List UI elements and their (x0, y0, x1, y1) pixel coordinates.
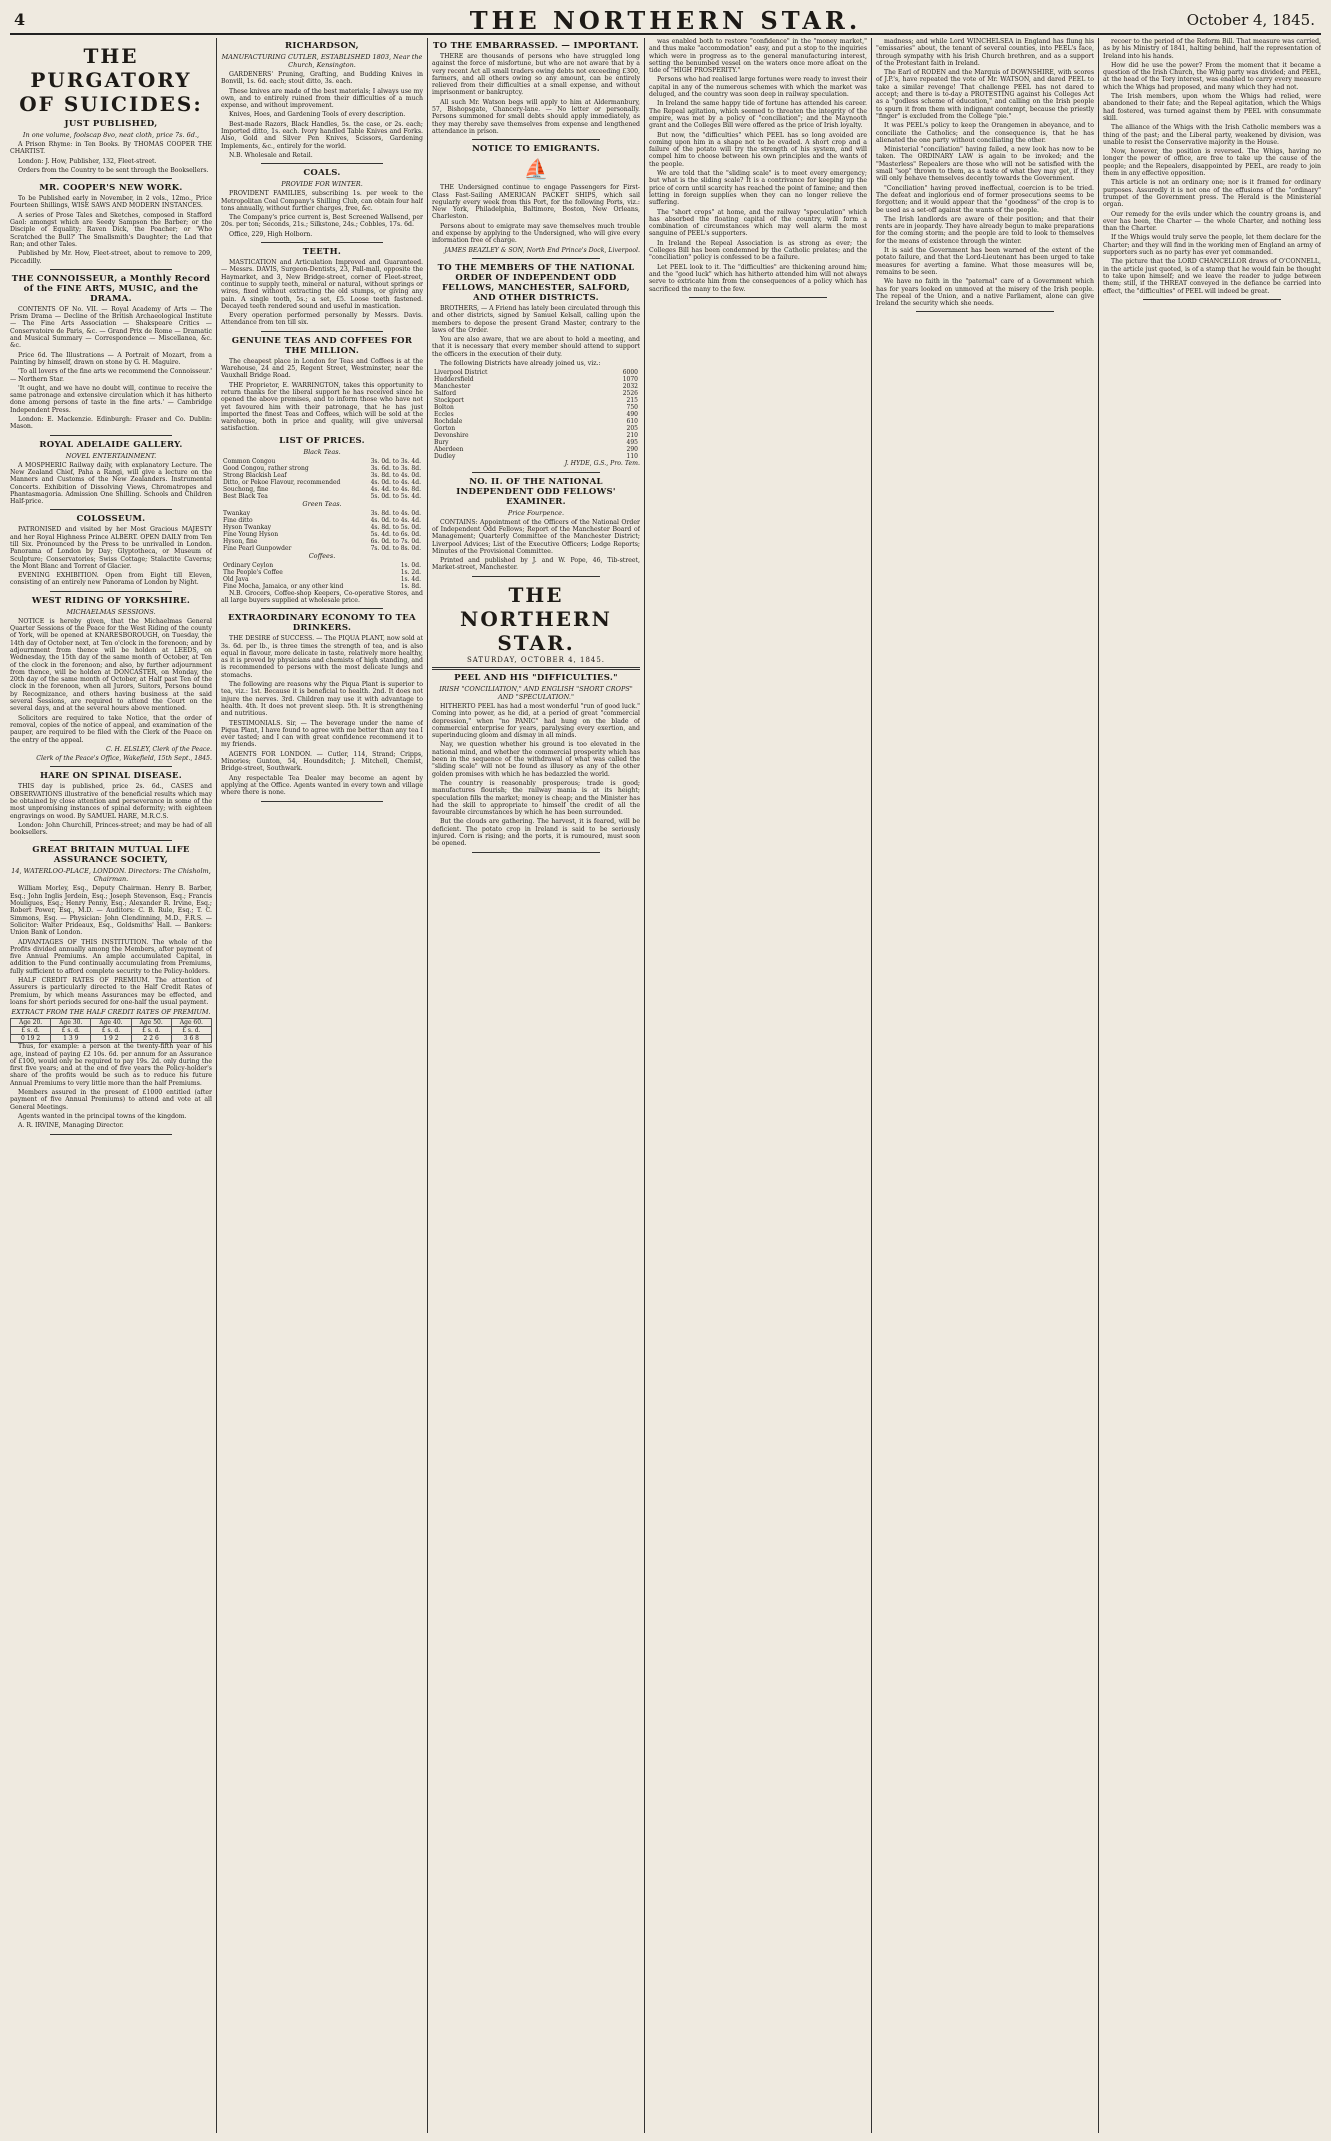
article-heading: HARE ON SPINAL DISEASE. (39, 771, 183, 782)
price-item: Stockport (434, 397, 464, 405)
rate-cell: Age 30. (51, 1019, 91, 1027)
signature-address: Clerk of the Peace's Office, Wakefield, 15th Sept., 1845. (36, 755, 212, 763)
price-item: The People's Coffee (223, 568, 283, 576)
article-subheading: Price Fourpence. (507, 508, 565, 517)
section-rule (261, 163, 383, 164)
signature: C. H. ELSLEY, Clerk of the Peace. (106, 745, 212, 753)
page-number: 4 (14, 10, 26, 29)
price-item: Fine Pearl Gunpowder (223, 544, 292, 552)
paragraph: But now, the "difficulties" which PEEL has so long avoided are coming upon him in a shape not to be evaded. A short crop and a failure of the potato will try the strength of his system, and will compel him to choose between his own principles and the wants of the people. (649, 131, 867, 168)
price-value: 7s. 0d. to 8s. 0d. (370, 544, 421, 552)
paragraph: The alliance of the Whigs with the Irish Catholic members was a thing of the past; and the Liberal party, weakened by division, was unable to resist the Conservative majority in the House. (1103, 124, 1321, 146)
price-value: 4s. 0d. to 4s. 4d. (370, 516, 421, 524)
price-item: Dudley (434, 453, 456, 461)
price-value: 110 (626, 453, 638, 461)
article-block (432, 583, 640, 848)
article-heading: COALS. (303, 168, 341, 179)
paragraph: THE Proprietor, E. WARRINGTON, takes this opportunity to return thanks for the liberal support he has received since he opened the above premises, and to inform those who have not yet favoured him with their patronage, that he has just imported the finest Teas and Coffees, which will be sold at the warehouse, both in price and quality, will give universal satisfaction. (221, 381, 423, 433)
rate-table (10, 1018, 212, 1043)
paragraph: THE DESIRE of SUCCESS. — The PIQUA PLANT, now sold at 3s. 6d. per lb., is three times the strength of tea, and is also equal in flavour, more delicate in taste, relatively more healthy, as it is proved by physicians and chemists of high standing, and is recommended to persons with the most delicate lungs and stomachs. (221, 635, 423, 679)
price-row (432, 383, 640, 390)
price-row (221, 531, 423, 538)
price-item: Ordinary Ceylon (223, 561, 274, 569)
paragraph: If the Whigs would truly serve the people, let them declare for the Charter; and they will find in the working men of England an army of supporters such as no party has ever yet commanded. (1103, 234, 1321, 257)
price-item: Twankay (223, 509, 250, 517)
price-value: 210 (626, 432, 638, 440)
section-rule (50, 766, 172, 767)
paragraph: Let PEEL look to it. The "difficulties" are thickening around him; and the "good luck" which has hitherto attended him will not always serve to extricate him from the consequences of a policy which has sacrificed the many to the few. (649, 263, 867, 293)
article-block (10, 440, 212, 506)
paragraph: GARDENERS' Pruning, Grafting, and Budding Knives in Bonvill, 1s. 6d. each; stout ditto, 3s. each. (221, 71, 423, 86)
editorial-dateline: SATURDAY, OCTOBER 4, 1845. (466, 655, 606, 664)
rate-cell: £ s. d. (51, 1027, 91, 1035)
article-block (876, 38, 1094, 307)
paragraph: How did he use the power? From the moment that it became a question of the Irish Church, the Whig party was divided; and PEEL, at the head of the Tory interest, was enabled to carry every measure which the Whigs had proposed, and many which they had not. (1103, 61, 1321, 91)
price-row (432, 453, 640, 460)
price-value: 205 (626, 425, 638, 433)
price-item: Manchester (434, 383, 471, 391)
rate-table-heading: EXTRACT FROM THE HALF CREDIT RATES OF PREMIUM. (11, 1008, 211, 1017)
price-row (432, 397, 640, 404)
article-subheading: 14, WATERLOO-PLACE, LONDON. Directors: The Chisholm, Chairman. (11, 867, 211, 884)
article-heading: EXTRAORDINARY ECONOMY TO TEA DRINKERS. (228, 613, 416, 634)
paragraph: Knives, Hoes, and Gardening Tools of every description. (229, 111, 406, 119)
paragraph: Best-made Razors, Black Handles, 5s. the case, or 2s. each; Imported ditto, 1s. each. Ivory handled Table Knives and Forks. Also, Gold and Silver Pen Knives, Scissors, Gardening Implements, &c., entirely for the world. (221, 120, 423, 150)
rate-cell: £ s. d. (91, 1027, 131, 1035)
price-value: 1s. 0d. (400, 561, 421, 569)
paragraph: The cheapest place in London for Teas and Coffees is at the Warehouse, 24 and 25, Regent Street, Westminster, near the Vauxhall Bridge Road. (221, 357, 423, 380)
price-row (221, 517, 423, 524)
price-value: 4s. 8d. to 5s. 0d. (370, 523, 421, 531)
paragraph: A MOSPHERIC Railway daily, with explanatory Lecture. The New Zealand Chief, Paha a Rangi, will give a lecture on the Manners and Customs of the New Zealanders. Instrumental Concerts. Exhibition of Dissolving Views, Chromatropes and Phantasmagoria. Admission One Shilling. Schools and Children Half-price. (10, 461, 212, 506)
paragraph: 'To all lovers of the fine arts we recommend the Connoisseur.' — Northern Star. (10, 368, 212, 383)
price-value: 3s. 6d. to 3s. 8d. (370, 464, 421, 472)
paragraph: MASTICATION and Articulation Improved and Guaranteed. — Messrs. DAVIS, Surgeon-Dentists, 23, Pall-mall, opposite the Haymarket, and 3, New Bridge-street, corner of Fleet-street, continue to supply teeth, mineral or natural, without springs or wires, fixed without extracting the old stumps, or giving any pain. A single tooth, 5s.; a set, £5. Loose teeth fastened. Decayed teeth rendered sound and useful in mastication. (221, 259, 423, 310)
paragraph: recoer to the period of the Reform Bill. That measure was carried, as by his Ministry of 1841, halting behind, half the representation of Ireland into his hands. (1103, 38, 1321, 60)
price-item: Strong Blackish Leaf (223, 471, 287, 479)
article-block (221, 41, 423, 159)
newspaper-title: THE NORTHERN STAR. (469, 6, 862, 35)
paragraph: A. R. IRVINE, Managing Director. (18, 1122, 124, 1130)
price-item: Fine Young Hyson (223, 530, 279, 538)
ship-icon: ⛵ (523, 157, 549, 182)
section-rule (689, 297, 827, 298)
paragraph: was enabled both to restore "confidence" in the "money market," and thus make "accommodation" easy, and put a stop to the inquiries which were in progress as to the general manufacturing interest, setting the benumbed vessel on the waters once more afloat on the tide of "HIGH PROSPERITY." (649, 38, 867, 75)
article-heading: THE CONNOISSEUR, a Monthly Record of the FINE ARTS, MUSIC, and the DRAMA. (11, 273, 211, 304)
paragraph: HALF CREDIT RATES OF PREMIUM. The attention of Assurers is particularly directed to the Half Credit Rates of Premium, by which means Assurances may be effected, and loans for short periods secured for one-half the usual payment. (10, 977, 212, 1006)
paragraph: PATRONISED and visited by her Most Gracious MAJESTY and her Royal Highness Prince ALBERT. OPEN DAILY from Ten till Six. Pronounced by the Press to be unrivalled in London. Panorama of London by Day; Glyptotheca, or Museum of Sculpture; Conservatories; Swiss Cottage; Stalactite Caverns; the Mont Blanc and Torrent of Glacier. (10, 526, 212, 570)
price-item: Huddersfield (434, 376, 474, 384)
price-row (221, 583, 423, 590)
paragraph: Persons about to emigrate may save themselves much trouble and expense by applying to the Undersigned, who will give every information free of charge. (432, 222, 640, 245)
section-rule (261, 242, 383, 243)
price-value: 750 (626, 404, 638, 412)
price-row (221, 510, 423, 517)
article-block (432, 144, 640, 254)
section-rule (50, 840, 172, 841)
price-value: 290 (626, 446, 638, 454)
paragraph: Solicitors are required to take Notice, that the order of removal, copies of the notice of appeal, and examination of the pauper, are required to be filed with the Clerk of the Peace on the entry of the appeal. (10, 714, 212, 744)
price-row (221, 576, 423, 583)
section-rule (472, 472, 600, 473)
rate-cell: 3 6 8 (171, 1035, 211, 1043)
price-row (221, 545, 423, 552)
section-rule (261, 331, 383, 332)
article-block (10, 771, 212, 836)
price-item: Hyson Twankay (223, 523, 272, 531)
article-heading: RICHARDSON, (285, 41, 359, 51)
article-heading: NOTICE TO EMIGRANTS. (471, 144, 601, 155)
paragraph: Price 6d. The Illustrations — A Portrait of Mozart, from a Painting by himself, drawn on stone by G. H. Maguire. (10, 351, 212, 366)
article-block (221, 168, 423, 238)
paragraph: THIS day is published, price 2s. 6d., CASES and OBSERVATIONS illustrative of the beneficial results which may be obtained by close attention and perseverance in some of the most unpromising instances of spinal deformity; with eighteen engravings on wood. By SAMUEL HARE, M.R.C.S. (10, 783, 212, 820)
price-value: 1070 (622, 376, 638, 384)
paragraph: Members assured in the present of £1000 entitled (after payment of five Annual Premiums) to attend and vote at all General Meetings. (10, 1089, 212, 1111)
editorial-masthead: THE PURGATORY OF SUICIDES: (19, 44, 203, 116)
paragraph: In Ireland the Repeal Association is as strong as ever; the Colleges Bill has been condemned by the Catholic prelates; and the "conciliation" policy is confessed to be a failure. (649, 239, 867, 262)
paragraph: PROVIDENT FAMILIES, subscribing 1s. per week to the Metropolitan Coal Company's Shilling Club, can obtain four half tons annually, without further charges, free, &c. (221, 190, 423, 212)
paragraph: Now, however, the position is reversed. The Whigs, having no longer the power of office, are free to take up the cause of the people; and the Repealers, disappointed by PEEL, are ready to join them in any effective opposition. (1103, 148, 1321, 178)
column-6 (1103, 38, 1321, 2133)
section-rule (261, 608, 383, 609)
column-rule (1098, 38, 1099, 2133)
paragraph: You are also aware, that we are about to hold a meeting, and that it is necessary that every member should attend to support the officers in the execution of their duty. (432, 336, 640, 358)
article-heading: TO THE MEMBERS OF THE NATIONAL ORDER OF INDEPENDENT ODD FELLOWS, MANCHESTER, SALFORD, AND OTHER DISTRICTS. (437, 262, 635, 303)
price-table (432, 369, 640, 460)
paragraph: The "short crops" at home, and the railway "speculation" which has absorbed the floating capital of the country, will form a combination of circumstances which may well alarm the most sanguine of PEEL's supporters. (649, 208, 867, 238)
price-list-heading: LIST OF PRICES. (279, 435, 365, 446)
paragraph: The following are reasons why the Piqua Plant is superior to tea, viz.: 1st. Because it is beneficial to health. 2nd. It does not injure the nerves. 3rd. Children may use it with advantage to health. 4th. It does not prevent sleep. 5th. It is strengthening and nutritious. (221, 681, 423, 718)
paragraph: The Irish members, upon whom the Whigs had relied, were abandoned to their fate; and the Repeal agitation, which the Whigs had fostered, was turned against them by PEEL with consummate skill. (1103, 93, 1321, 122)
paragraph: All such Mr. Watson begs will apply to him at Aldermanbury, 57, Bishopsgate, Chancery-lane. — No letter or personally. Persons summoned for small debts should apply immediately, as they may thereby save themselves from expense and lengthened attendance in prison. (432, 98, 640, 135)
paragraph: CONTAINS: Appointment of the Officers of the National Order of Independent Odd Fellows; Report of the Manchester Board of Management; Quarterly Committee of the Manchester District; Liverpool Advices; List of the Executive Officers; Lodge Reports; Minutes of the Provisional Committee. (432, 518, 640, 555)
article-heading: GREAT BRITAIN MUTUAL LIFE ASSURANCE SOCIETY, (32, 845, 190, 866)
rate-cell: 1 3 9 (51, 1035, 91, 1043)
paragraph: London: E. Mackenzie. Edinburgh: Fraser and Co. Dublin: Mason. (10, 416, 212, 431)
article-block (432, 41, 640, 135)
paragraph: These knives are made of the best materials; I always use my own, and to entirely ruined from their difficulties of a much expense, and without improvement. (221, 87, 423, 110)
paragraph: The following Districts have already joined us, viz.: (440, 360, 601, 368)
paragraph: N.B. Grocers, Coffee-shop Keepers, Co-operative Stores, and all large buyers supplied at wholesale price. (221, 589, 423, 604)
paragraph: Every operation performed personally by Messrs. Davis. Attendance from ten till six. (221, 312, 423, 327)
paragraph: Orders from the Country to be sent through the Booksellers. (18, 166, 209, 174)
rate-cell: Age 60. (171, 1019, 211, 1027)
price-row (221, 486, 423, 493)
price-value: 4s. 0d. to 4s. 4d. (370, 478, 421, 486)
paragraph: Agents wanted in the principal towns of the kingdom. (18, 1112, 187, 1120)
price-row (221, 538, 423, 545)
price-value: 610 (626, 418, 638, 426)
paragraph: Persons who had realised large fortunes were ready to invest their capital in any of the numerous schemes with which the market was deluged, and the country was soon deep in railway speculation. (649, 76, 867, 99)
paragraph: Ministerial "conciliation" having failed, a new look has now to be taken. The ORDINARY LAW is again to be invoked; and the "Masterless" Repealers are those who will not be satisfied with the small "sop" thrown to them, as a taste of what they may get, if they will only behave themselves decently towards the Government. (876, 146, 1094, 183)
price-item: Common Congou (223, 457, 276, 465)
masthead-rule (10, 33, 1321, 35)
price-row (432, 369, 640, 376)
signature: J. HYDE, G.S., Pro. Tem. (564, 460, 640, 468)
rate-cell: Age 20. (11, 1019, 51, 1027)
price-value: 2526 (622, 390, 638, 398)
section-rule (472, 258, 600, 259)
price-item: Ditto, or Pekoe Flavour, recommended (223, 478, 341, 486)
price-item: Best Black Tea (223, 492, 268, 500)
article-block (649, 38, 867, 293)
price-item: Hyson, fine (223, 537, 258, 545)
price-value: 490 (626, 411, 638, 419)
rate-cell: 0 19 2 (11, 1035, 51, 1043)
price-value: 5s. 0d. to 5s. 4d. (370, 492, 421, 500)
price-item: Gorton (434, 425, 456, 433)
section-rule (50, 509, 172, 510)
price-item: Fine ditto (223, 516, 253, 524)
price-table (221, 510, 423, 552)
column-rule (871, 38, 872, 2133)
rate-cell: £ s. d. (131, 1027, 171, 1035)
double-rule (432, 667, 640, 670)
paragraph: William Morley, Esq., Deputy Chairman. Henry B. Barber, Esq.; John Inglis Jerdein, Esq.; Joseph Stevenson, Esq.; Francis Mouligues, Esq.; Henry Penny, Esq.; Alexander R. Irvine, Esq.; Robert Power, Esq., M.D. — Auditors: C. B. Rule, Esq.; T. C. Simmons, Esq. — Physician: John Clendinning, M.D., F.R.S. — Solicitor: Walter Prideaux, Esq., Goldsmiths' Hall. — Bankers: Union Bank of London. (10, 885, 212, 937)
price-value: 1s. 2d. (400, 568, 421, 576)
paragraph: THERE are thousands of persons who have struggled long against the force of misfortune, but who are not aware that by a very recent Act all small traders owing debts not exceeding £300, farmers, and all others owing so any amount, can be entirely relieved from their difficulties at a small expense, and without imprisonment or bankruptcy. (432, 53, 640, 97)
paragraph: Thus, for example: a person at the twenty-fifth year of his age, instead of paying £2 10s. 6d. per annum for an Assurance of £100, would only be required to pay 19s. 2d. only during the first five years; and at the end of five years the Policy-holder's share of the profits would be such as to reduce his future Annual Premiums to very little more than the half Premiums. (10, 1043, 212, 1087)
paragraph: Nay, we question whether his ground is too elevated in the national mind, and whether the commercial prosperity which has been in the sequence of the withdrawal of what was called the "sliding scale" will not be found as illusory as any of the other golden promises with which he has bedazzled the world. (432, 741, 640, 778)
article-subheading: In one volume, foolscap 8vo, neat cloth, price 7s. 6d., (22, 131, 200, 139)
price-value: 1s. 4d. (400, 575, 421, 583)
paragraph: The picture that the LORD CHANCELLOR draws of O'CONNELL, in the article just quoted, is of a stamp that he would fain be thought to take upon himself; and we leave the reader to judge between them; still, if the THREAT conveyed in the defiance be carried into effect, the "difficulties" of PEEL will indeed be great. (1103, 258, 1321, 295)
rate-cell: £ s. d. (11, 1027, 51, 1035)
paragraph: But the clouds are gathering. The harvest, it is feared, will be deficient. The potato crop in Ireland is said to be seriously injured. Corn is rising; and the ports, it is rumoured, must soon be opened. (432, 818, 640, 848)
article-block (10, 183, 212, 265)
price-value: 2032 (622, 383, 638, 391)
paragraph: Any respectable Tea Dealer may become an agent by applying at the Office. Agents wanted in every town and village where there is none. (221, 774, 423, 797)
paragraph: Office, 229, High Holborn. (229, 230, 313, 238)
article-heading: TO THE EMBARRASSED. — IMPORTANT. (433, 41, 639, 51)
column-3 (432, 38, 640, 2133)
article-subheading: IRISH "CONCILIATION," AND ENGLISH "SHORT CROPS" AND "SPECULATION." (439, 684, 633, 701)
price-item: Fine Mocha, Jamaica, or any other kind (223, 582, 344, 590)
column-5 (876, 38, 1094, 2133)
paragraph: ADVANTAGES OF THIS INSTITUTION. The whole of the Profits divided annually among the Members, after payment of five Annual Premiums. An ample accumulated Capital, in addition to the Fund continually accumulating from Premiums, fully sufficient to afford complete security to the Policy-holders. (10, 938, 212, 975)
rate-row (11, 1027, 212, 1035)
price-item: Old Java (223, 575, 249, 583)
price-value: 6000 (622, 369, 638, 377)
article-heading: GENUINE TEAS AND COFFEES FOR THE MILLION. (231, 335, 413, 356)
price-item: Rochdale (434, 418, 463, 426)
paragraph: BROTHERS, — A Friend has lately been circulated through this and other districts, signed by Samuel Kelsall, calling upon the members to depose the present Grand Master, contrary to the laws of the Order. (432, 304, 640, 334)
price-item: Bolton (434, 404, 454, 412)
paragraph: HITHERTO PEEL has had a most wonderful "run of good luck." Coming into power, as he did, at a period of great "commercial depression," when "no PANIC" had hung on the blade of commercial enterprise for years, paralysing every exertion, and superinducing gloom and dismay in all minds. (432, 702, 640, 740)
section-rule (50, 435, 172, 436)
paragraph: THE Undersigned continue to engage Passengers for First-Class Fast-Sailing AMERICAN PACKET SHIPS, which sail regularly every week from this Port, for the following Ports, viz.: New York, Philadelphia, Baltimore, Boston, New Orleans, Charleston. (432, 184, 640, 221)
price-item: Liverpool District (434, 369, 488, 377)
rate-cell: Age 50. (131, 1019, 171, 1027)
paragraph: London: John Churchill, Princes-street; and may be had of all booksellers. (10, 821, 212, 837)
rate-cell: Age 40. (91, 1019, 131, 1027)
column-4 (649, 38, 867, 2133)
article-heading: JUST PUBLISHED, (64, 119, 158, 129)
section-rule (261, 801, 383, 802)
section-rule (50, 178, 172, 179)
price-value: 495 (626, 439, 638, 447)
rate-cell: 2 2 6 (131, 1035, 171, 1043)
signature: JAMES BEAZLEY & SON, North End Prince's Dock, Liverpool. (444, 246, 640, 254)
article-block (1103, 38, 1321, 295)
section-rule (472, 852, 600, 853)
price-row (432, 411, 640, 418)
article-heading: MR. COOPER'S NEW WORK. (39, 183, 183, 194)
price-list-subheading: Black Teas. (303, 447, 341, 456)
article-subheading: MICHAELMAS SESSIONS. (66, 607, 156, 616)
paragraph: We have no faith in the "paternal" care of a Government which has for years looked on unmoved at the misery of the Irish people. The repeal of the Union, and a native Parliament, alone can give Ireland the security which she needs. (876, 278, 1094, 308)
column-rule (644, 38, 645, 2133)
rate-row (11, 1035, 212, 1043)
issue-date: October 4, 1845. (1186, 11, 1315, 29)
price-row (221, 479, 423, 486)
price-value: 6s. 0d. to 7s. 0d. (370, 537, 421, 545)
article-heading: PEEL AND HIS "DIFFICULTIES." (454, 672, 618, 683)
article-heading: WEST RIDING OF YORKSHIRE. (31, 595, 191, 606)
price-row (432, 418, 640, 425)
paragraph: It is said the Government has been warned of the extent of the potato failure, and that the Lord-Lieutenant has been urged to take measures for averting a famine. What those measures will be, remains to be seen. (876, 247, 1094, 276)
article-heading: ROYAL ADELAIDE GALLERY. (39, 439, 183, 450)
price-list-subheading: Green Teas. (302, 499, 342, 508)
article-block (10, 44, 212, 174)
price-table (221, 458, 423, 500)
paragraph: Printed and published by J. and W. Pope, 46, Tib-street, Market-street, Manchester. (432, 557, 640, 572)
article-block (10, 514, 212, 586)
article-subheading: NOVEL ENTERTAINMENT. (65, 451, 157, 460)
section-rule (50, 591, 172, 592)
price-row (221, 569, 423, 576)
paragraph: Published by Mr. How, Fleet-street, about to remove to 209, Piccadilly. (10, 250, 212, 265)
price-item: Aberdeen (434, 446, 464, 454)
column-1 (10, 38, 212, 2133)
price-row (432, 439, 640, 446)
price-item: Devonshire (434, 432, 469, 440)
paragraph: The Irish landlords are aware of their position; and that their rents are in jeopardy. They have already begun to make preparations for the coming storm; and the people are told to look to themselves for the means of existence through the winter. (876, 215, 1094, 245)
column-rule (427, 38, 428, 2133)
paragraph: EVENING EXHIBITION. Open from Eight till Eleven, consisting of an entirely new Panorama of London by Night. (10, 572, 212, 587)
paragraph: TESTIMONIALS. Sir, — The beverage under the name of Piqua Plant, I have found to agree with me better than any tea I ever tasted; and I can with great confidence recommend it to my friends. (221, 719, 423, 749)
paragraph: We are told that the "sliding scale" is to meet every emergency; but what is the sliding scale? It is a contrivance for keeping up the price of corn until scarcity has reached the point of famine; and then letting in foreign supplies when they can no longer relieve the suffering. (649, 170, 867, 207)
paragraph: The Earl of RODEN and the Marquis of DOWNSHIRE, with scores of J.P.'s, have repeated the vote of Mr. WATSON, and dared PEEL to take a similar revenge! That challenge PEEL has not dared to accept; and there is to-day a PROTESTING against his Colleges Act as a "godless scheme of education," and calling on the Irish people to spurn it from them with indignant contempt, because the priestly "finger" is excluded from the College "pie." (876, 69, 1094, 120)
rate-cell: 1 9 2 (91, 1035, 131, 1043)
price-value: 215 (626, 397, 638, 405)
section-rule (472, 576, 600, 577)
price-item: Eccles (434, 411, 454, 419)
column-rule (216, 38, 217, 2133)
section-rule (1143, 299, 1281, 300)
article-block (221, 247, 423, 327)
price-row (432, 376, 640, 383)
paragraph: NOTICE is hereby given, that the Michaelmas General Quarter Sessions of the Peace for the West Riding of the county of York, will be opened at KNARESBOROUGH, on Tuesday, the 14th day of October next, at Ten o'clock in the forenoon; and by adjournment from thence will be holden at LEEDS, on Wednesday, the 15th day of the same month of October, at Ten of the clock in the forenoon; and also, by further adjournment from thence, will be holden at DONCASTER, on Monday, the 20th day of the same month of October, at Half past Ten of the clock in the forenoon, when all Jurors, Suitors, Persons bound by Recognizance, and others having business at the said several Sessions, are required to attend the Court on the several days, and at the several hours above mentioned. (10, 617, 212, 713)
masthead (10, 4, 1321, 34)
price-item: Bury (434, 439, 449, 447)
price-list-subheading: Coffees. (308, 551, 336, 560)
article-subheading: MANUFACTURING CUTLER, ESTABLISHED 1803, Near the Church, Kensington. (221, 53, 423, 69)
paragraph: The Company's price current is, Best Screened Wallsend, per 20s. per ton; Seconds, 21s.; Silkstone, 24s.; Cobbles, 17s. 6d. (221, 214, 423, 229)
article-heading: TEETH. (302, 247, 342, 258)
paragraph: To be Published early in November, in 2 vols., 12mo., Price Fourteen Shillings, WISE SAWS AND MODERN INSTANCES. (10, 195, 212, 210)
article-subheading: PROVIDE FOR WINTER. (281, 180, 363, 189)
paragraph: A Prison Rhyme: in Ten Books. By THOMAS COOPER THE CHARTIST. (10, 141, 212, 156)
price-value: 4s. 4d. to 4s. 8d. (370, 485, 421, 493)
paragraph: 'It ought, and we have no doubt will, continue to receive the same patronage and extensive circulation which it has hitherto done among persons of taste in the fine arts.' — Cambridge Independent Press. (10, 384, 212, 414)
paragraph: "Conciliation" having proved ineffectual, coercion is to be tried. The defeat and inglorious end of former prosecutions seems to be forgotten; and it would appear that the "goodness" of the crop is to be used as a set-off against the wants of the people. (876, 184, 1094, 214)
price-value: 1s. 8d. (400, 582, 421, 590)
article-block (221, 336, 423, 605)
paragraph: It was PEEL's policy to keep the Orangemen in abeyance, and to conciliate the Catholics; and the consequence is, that he has alienated the one party without conciliating the other. (876, 122, 1094, 144)
article-heading: NO. II. OF THE NATIONAL INDEPENDENT ODD FELLOWS' EXAMINER. (456, 476, 616, 507)
section-rule (472, 139, 600, 140)
price-row (221, 524, 423, 531)
price-item: Salford (434, 390, 457, 398)
price-value: 3s. 8d. to 4s. 0d. (370, 471, 421, 479)
price-row (221, 562, 423, 569)
price-row (432, 404, 640, 411)
section-rule (916, 311, 1054, 312)
price-value: 5s. 4d. to 6s. 0d. (370, 530, 421, 538)
rate-cell: £ s. d. (171, 1027, 211, 1035)
paragraph: London: J. How, Publisher, 132, Fleet-street. (18, 157, 157, 165)
article-block (10, 596, 212, 763)
article-block (10, 274, 212, 431)
article-block (221, 613, 423, 796)
price-row (432, 390, 640, 397)
section-rule (50, 269, 172, 270)
paragraph: CONTENTS OF No. VII. — Royal Academy of Arts — The Prism Drama — Decline of the British Archaeological Institute — The Fine Arts Association — Shakspeare Critics — Conservatoire de Paris, &c. — Grand Prix de Rome — Dramatic and Musical Summary — Correspondence — Miscellanea, &c. &c. (10, 305, 212, 350)
section-rule (50, 1134, 172, 1135)
paragraph: The country is reasonably prosperous; trade is good; manufactures flourish; the railway mania is at its height; speculation fills the market; money is cheap; and the Minister has had the skill to appropriate to himself the credit of all the favourable circumstances by which he has been surrounded. (432, 779, 640, 817)
article-block (432, 477, 640, 572)
price-item: Souchong, fine (223, 485, 269, 493)
price-row (221, 493, 423, 500)
editorial-masthead: THE NORTHERN STAR. (460, 582, 612, 655)
article-block (432, 263, 640, 468)
paragraph: N.B. Wholesale and Retail. (229, 151, 313, 159)
article-heading: COLOSSEUM. (76, 514, 146, 525)
paragraph: This article is not an ordinary one; nor is it framed for ordinary purposes. Assuredly it is not one of the effusions of the "ordinary" trumpet of the Government press. The Herald is the Ministerial organ. (1103, 179, 1321, 209)
paragraph: A series of Prose Tales and Sketches, composed in Stafford Gaol: amongst which are Seedy Sampson the Barber; or the Disciple of Equality; Raven Dick, the Poacher; or 'Who Scratched the Bull?' The Smallsmith's Daughter; the Lad that Ran; and other Tales. (10, 211, 212, 248)
article-block (10, 845, 212, 1129)
paragraph: madness; and while Lord WINCHELSEA in England has flung his "emissaries" about, the tenant of several counties, into PEEL's face, through sympathy with his Irish Church brethren, and as a support of the Protestant faith in Ireland. (876, 38, 1094, 67)
price-row (432, 425, 640, 432)
paragraph: Our remedy for the evils under which the country groans is, and ever has been, the Charter — the whole Charter, and nothing less than the Charter. (1103, 210, 1321, 233)
price-row (432, 432, 640, 439)
price-row (221, 458, 423, 465)
price-row (221, 465, 423, 472)
price-value: 3s. 0d. to 3s. 4d. (370, 457, 421, 465)
price-table (221, 562, 423, 590)
price-row (221, 472, 423, 479)
price-value: 3s. 8d. to 4s. 0d. (370, 509, 421, 517)
price-item: Good Congou, rather strong (223, 464, 309, 472)
paragraph: AGENTS FOR LONDON. — Cutler, 114, Strand; Cripps, Minories; Gunton, 54, Houndsditch; J. Mitchell, Chemist, Bridge-street, Southwark. (221, 750, 423, 773)
column-2 (221, 38, 423, 2133)
rate-row (11, 1019, 212, 1027)
paragraph: In Ireland the same happy tide of fortune has attended his career. The Repeal agitation, which seemed to threaten the integrity of the empire, was met by a policy of "conciliation"; and the Maynooth grant and the Colleges Bill were offered as the price of Irish loyalty. (649, 100, 867, 130)
price-row (432, 446, 640, 453)
